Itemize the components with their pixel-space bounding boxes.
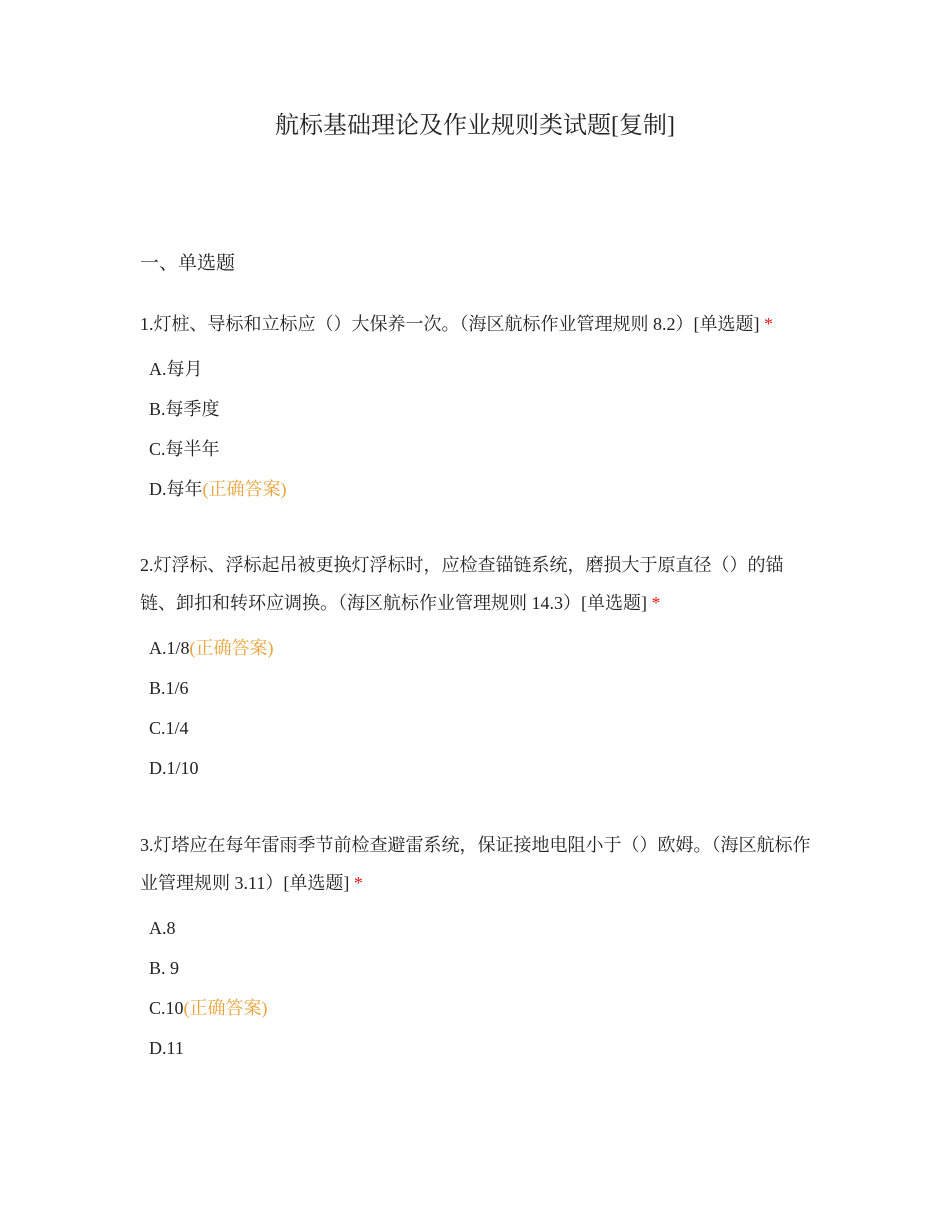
question-1	[140, 305, 812, 509]
option-label: C.每半年	[149, 439, 220, 459]
option-label: B. 9	[149, 958, 180, 978]
question-text: 3.灯塔应在每年雷雨季节前检查避雷系统，保证接地电阻小于（）欧姆。（海区航标作业管理规则 3.11）[单选题]	[140, 835, 811, 893]
option-label: D.11	[149, 1038, 184, 1058]
option-label: C.10	[149, 998, 184, 1018]
option-d	[149, 469, 812, 509]
option-b	[149, 389, 812, 429]
option-b	[149, 668, 812, 708]
option-c	[149, 429, 812, 469]
option-label: B.每季度	[149, 399, 220, 419]
option-c	[149, 988, 812, 1028]
option-a	[149, 908, 812, 948]
option-a	[149, 349, 812, 389]
option-label: D.每年	[149, 479, 203, 499]
question-text: 2.灯浮标、浮标起吊被更换灯浮标时，应检查锚链系统，磨损大于原直径（）的锚链、卸扣和转环应调换。（海区航标作业管理规则 14.3）[单选题]	[140, 555, 784, 613]
correct-answer-tag: (正确答案)	[202, 479, 287, 499]
option-label: C.1/4	[149, 718, 189, 738]
correct-answer-tag: (正确答案)	[183, 998, 268, 1018]
option-label: A.1/8	[149, 638, 190, 658]
option-d	[149, 1028, 812, 1068]
option-b	[149, 948, 812, 988]
option-d	[149, 748, 812, 788]
option-label: A.每月	[149, 359, 203, 379]
question-2	[140, 546, 812, 788]
required-mark: *	[353, 873, 363, 893]
option-label: B.1/6	[149, 678, 189, 698]
document-title: 航标基础理论及作业规则类试题[复制]	[275, 113, 675, 139]
question-3	[140, 826, 812, 1068]
correct-answer-tag: (正确答案)	[189, 638, 274, 658]
option-label: A.8	[149, 918, 176, 938]
section-heading: 一、单选题	[140, 253, 236, 274]
option-a	[149, 628, 812, 668]
required-mark: *	[764, 314, 773, 334]
required-mark: *	[651, 593, 661, 613]
question-text: 1.灯桩、导标和立标应（）大保养一次。（海区航标作业管理规则 8.2）[单选题]	[140, 314, 760, 334]
option-label: D.1/10	[149, 758, 199, 778]
option-c	[149, 708, 812, 748]
